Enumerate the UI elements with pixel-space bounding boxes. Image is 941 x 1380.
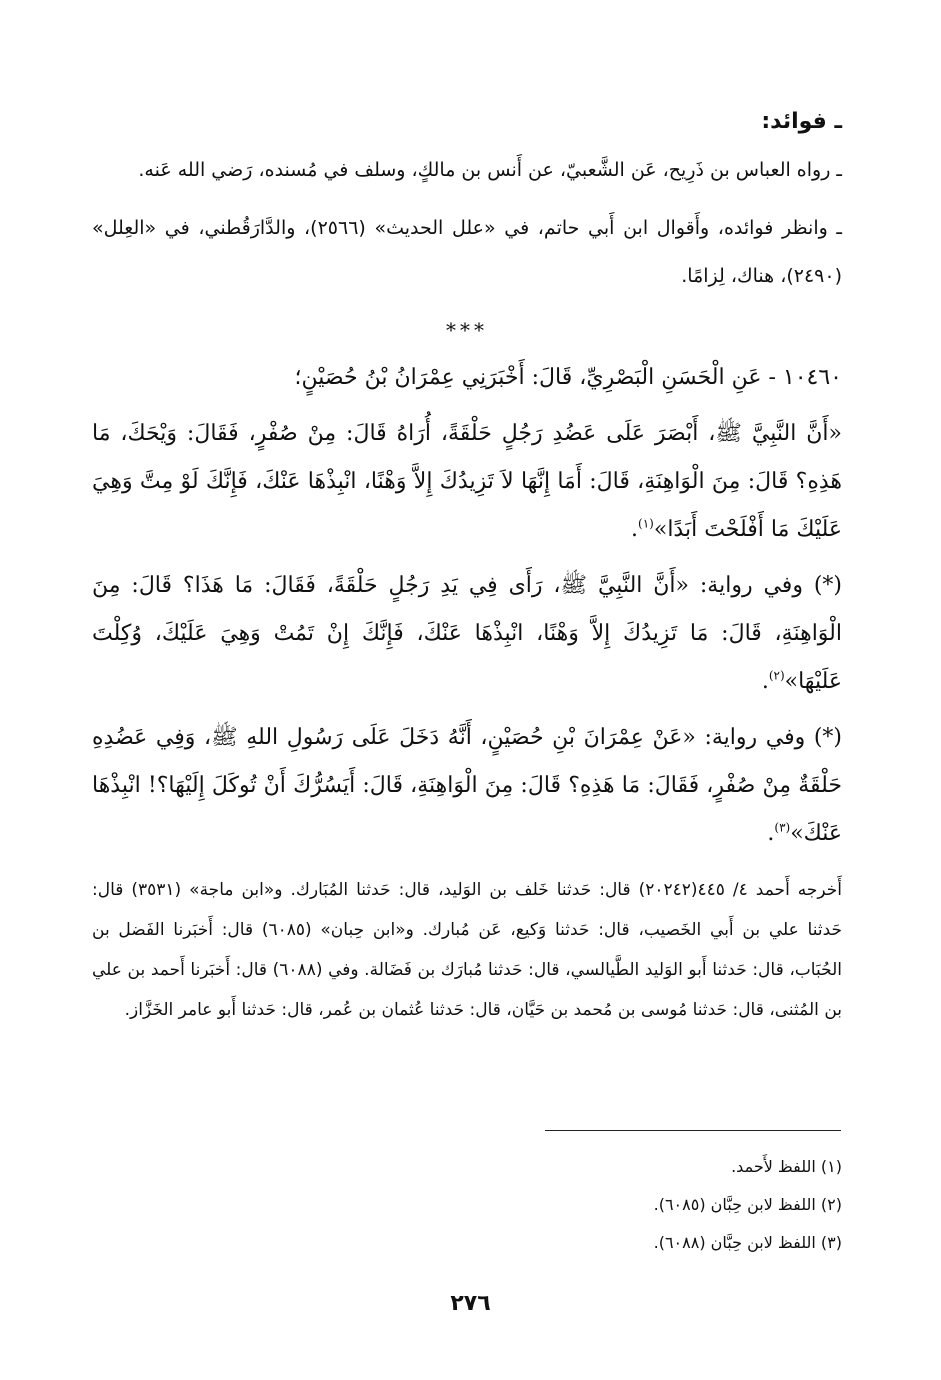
footnote-2: (٢) اللفظ لابن حِبَّان (٦٠٨٥). <box>653 1195 842 1214</box>
page-number: ٢٧٦ <box>450 1291 491 1316</box>
footnote-divider <box>545 1130 841 1131</box>
riwaya-2-body: (*) وفي رواية: «عَنْ عِمْرَانَ بْنِ حُصَيْنٍ، أَنَّهُ دَخَلَ عَلَى رَسُولِ اللهِ ﷺ، وَفِي عَضُدِهِ حَلْقَةٌ مِنْ صُفْرٍ، فَقَالَ: مَا هَذِهِ؟ قَالَ: مِنَ الْوَاهِنَةِ، قَالَ: أَيَسُرُّكَ أَنْ تُوكَلَ إِلَيْهَا؟! انْبِذْهَا عَنْكَ» <box>92 725 842 846</box>
section-separator: *** <box>446 318 488 342</box>
takhrij-paragraph: أَخرجه أَحمد ٤/ ٤٤٥(٢٠٢٤٢) قال: حَدثنا خَلف بن الوَليد، قال: حَدثنا المُبَارك. و«ابن ماجة» (٣٥٣١) قال: حَدثنا علي بن أَبي الخَصيب، قال: حَدثنا وَكيع، عَن مُبارك. و«ابن حِبان» (٦٠٨٥) قال: أَخبَرنا الفَضل بن الحُبَاب، قال: حَدثنا أَبو الوَليد الطَّيالسي، قال: حَدثنا مُبارَك بن فَضَالة. وفي (٦٠٨٨) قال: أَخبَرنا أَحمد بن علي بن المُثنى، قال: حَدثنا مُوسى بن مُحمد بن حَيَّان، قال: حَدثنا عُثمان بن عُمر، قال: حَدثنا أَبو عامر الخَزَّاز. <box>92 880 843 1020</box>
hadith-main-end: . <box>631 517 639 542</box>
footnote-3: (٣) اللفظ لابن حِبَّان (٦٠٨٨). <box>653 1233 842 1252</box>
hadith-main-body: «أَنَّ النَّبِيَّ ﷺ، أَبْصَرَ عَلَى عَضُدِ رَجُلٍ حَلْقَةً، أُرَاهُ قَالَ: مِنْ صُفْرٍ، فَقَالَ: وَيْحَكَ، مَا هَذِهِ؟ قَالَ: مِنَ الْوَاهِنَةِ، قَالَ: أَمَا إِنَّهَا لاَ تَزِيدُكَ إِلاَّ وَهْنًا، انْبِذْهَا عَنْكَ، فَإِنَّكَ لَوْ مِتَّ وَهِيَ عَلَيْكَ مَا أَفْلَحْتَ أَبَدًا» <box>92 421 842 542</box>
section-heading: ـ فوائد: <box>761 109 842 134</box>
footnotes <box>92 1148 842 1262</box>
riwaya-1-end: . <box>761 669 769 694</box>
hadith-main-text <box>92 410 842 554</box>
riwaya-1-body: (*) وفي رواية: «أَنَّ النَّبِيَّ ﷺ، رَأَى فِي يَدِ رَجُلٍ حَلْقَةً، فَقَالَ: مَا هَذَا؟ قَالَ: مِنَ الْوَاهِنَةِ، قَالَ: مَا تَزِيدُكَ إِلاَّ وَهْنًا، انْبِذْهَا عَنْكَ، فَإِنَّكَ إِنْ تَمُتْ وَهِيَ عَلَيْكَ، وُكِلْتَ عَلَيْهَا» <box>92 573 842 694</box>
riwaya-paragraph-1 <box>92 562 842 706</box>
footnote-marker-2: (٢) <box>768 668 785 683</box>
footnote-marker-3: (٣) <box>774 820 791 835</box>
footnote-marker-1: (١) <box>638 516 654 531</box>
note-paragraph-2: ـ وانظر فوائده، وأَقوال ابن أَبي حاتم، في «علل الحديث» (٢٥٦٦)، والدَّارَقُطني، في «العِلل» (٢٤٩٠)، هناك، لِزامًا. <box>92 217 842 287</box>
footnote-1: (١) اللفظ لأَحمد. <box>731 1157 842 1176</box>
riwaya-paragraph-2 <box>92 714 842 858</box>
riwaya-2-end: . <box>767 821 775 846</box>
page-body <box>92 100 842 1030</box>
hadith-opening: ١٠٤٦٠ - عَنِ الْحَسَنِ الْبَصْرِيِّ، قَالَ: أَخْبَرَنِي عِمْرَانُ بْنُ حُصَيْنٍ؛ <box>294 365 842 390</box>
note-paragraph-1: ـ رواه العباس بن ذَرِيح، عَن الشَّعبيّ، عن أَنس بن مالكٍ، وسلف في مُسنده، رَضي الله عَنه. <box>138 159 842 181</box>
